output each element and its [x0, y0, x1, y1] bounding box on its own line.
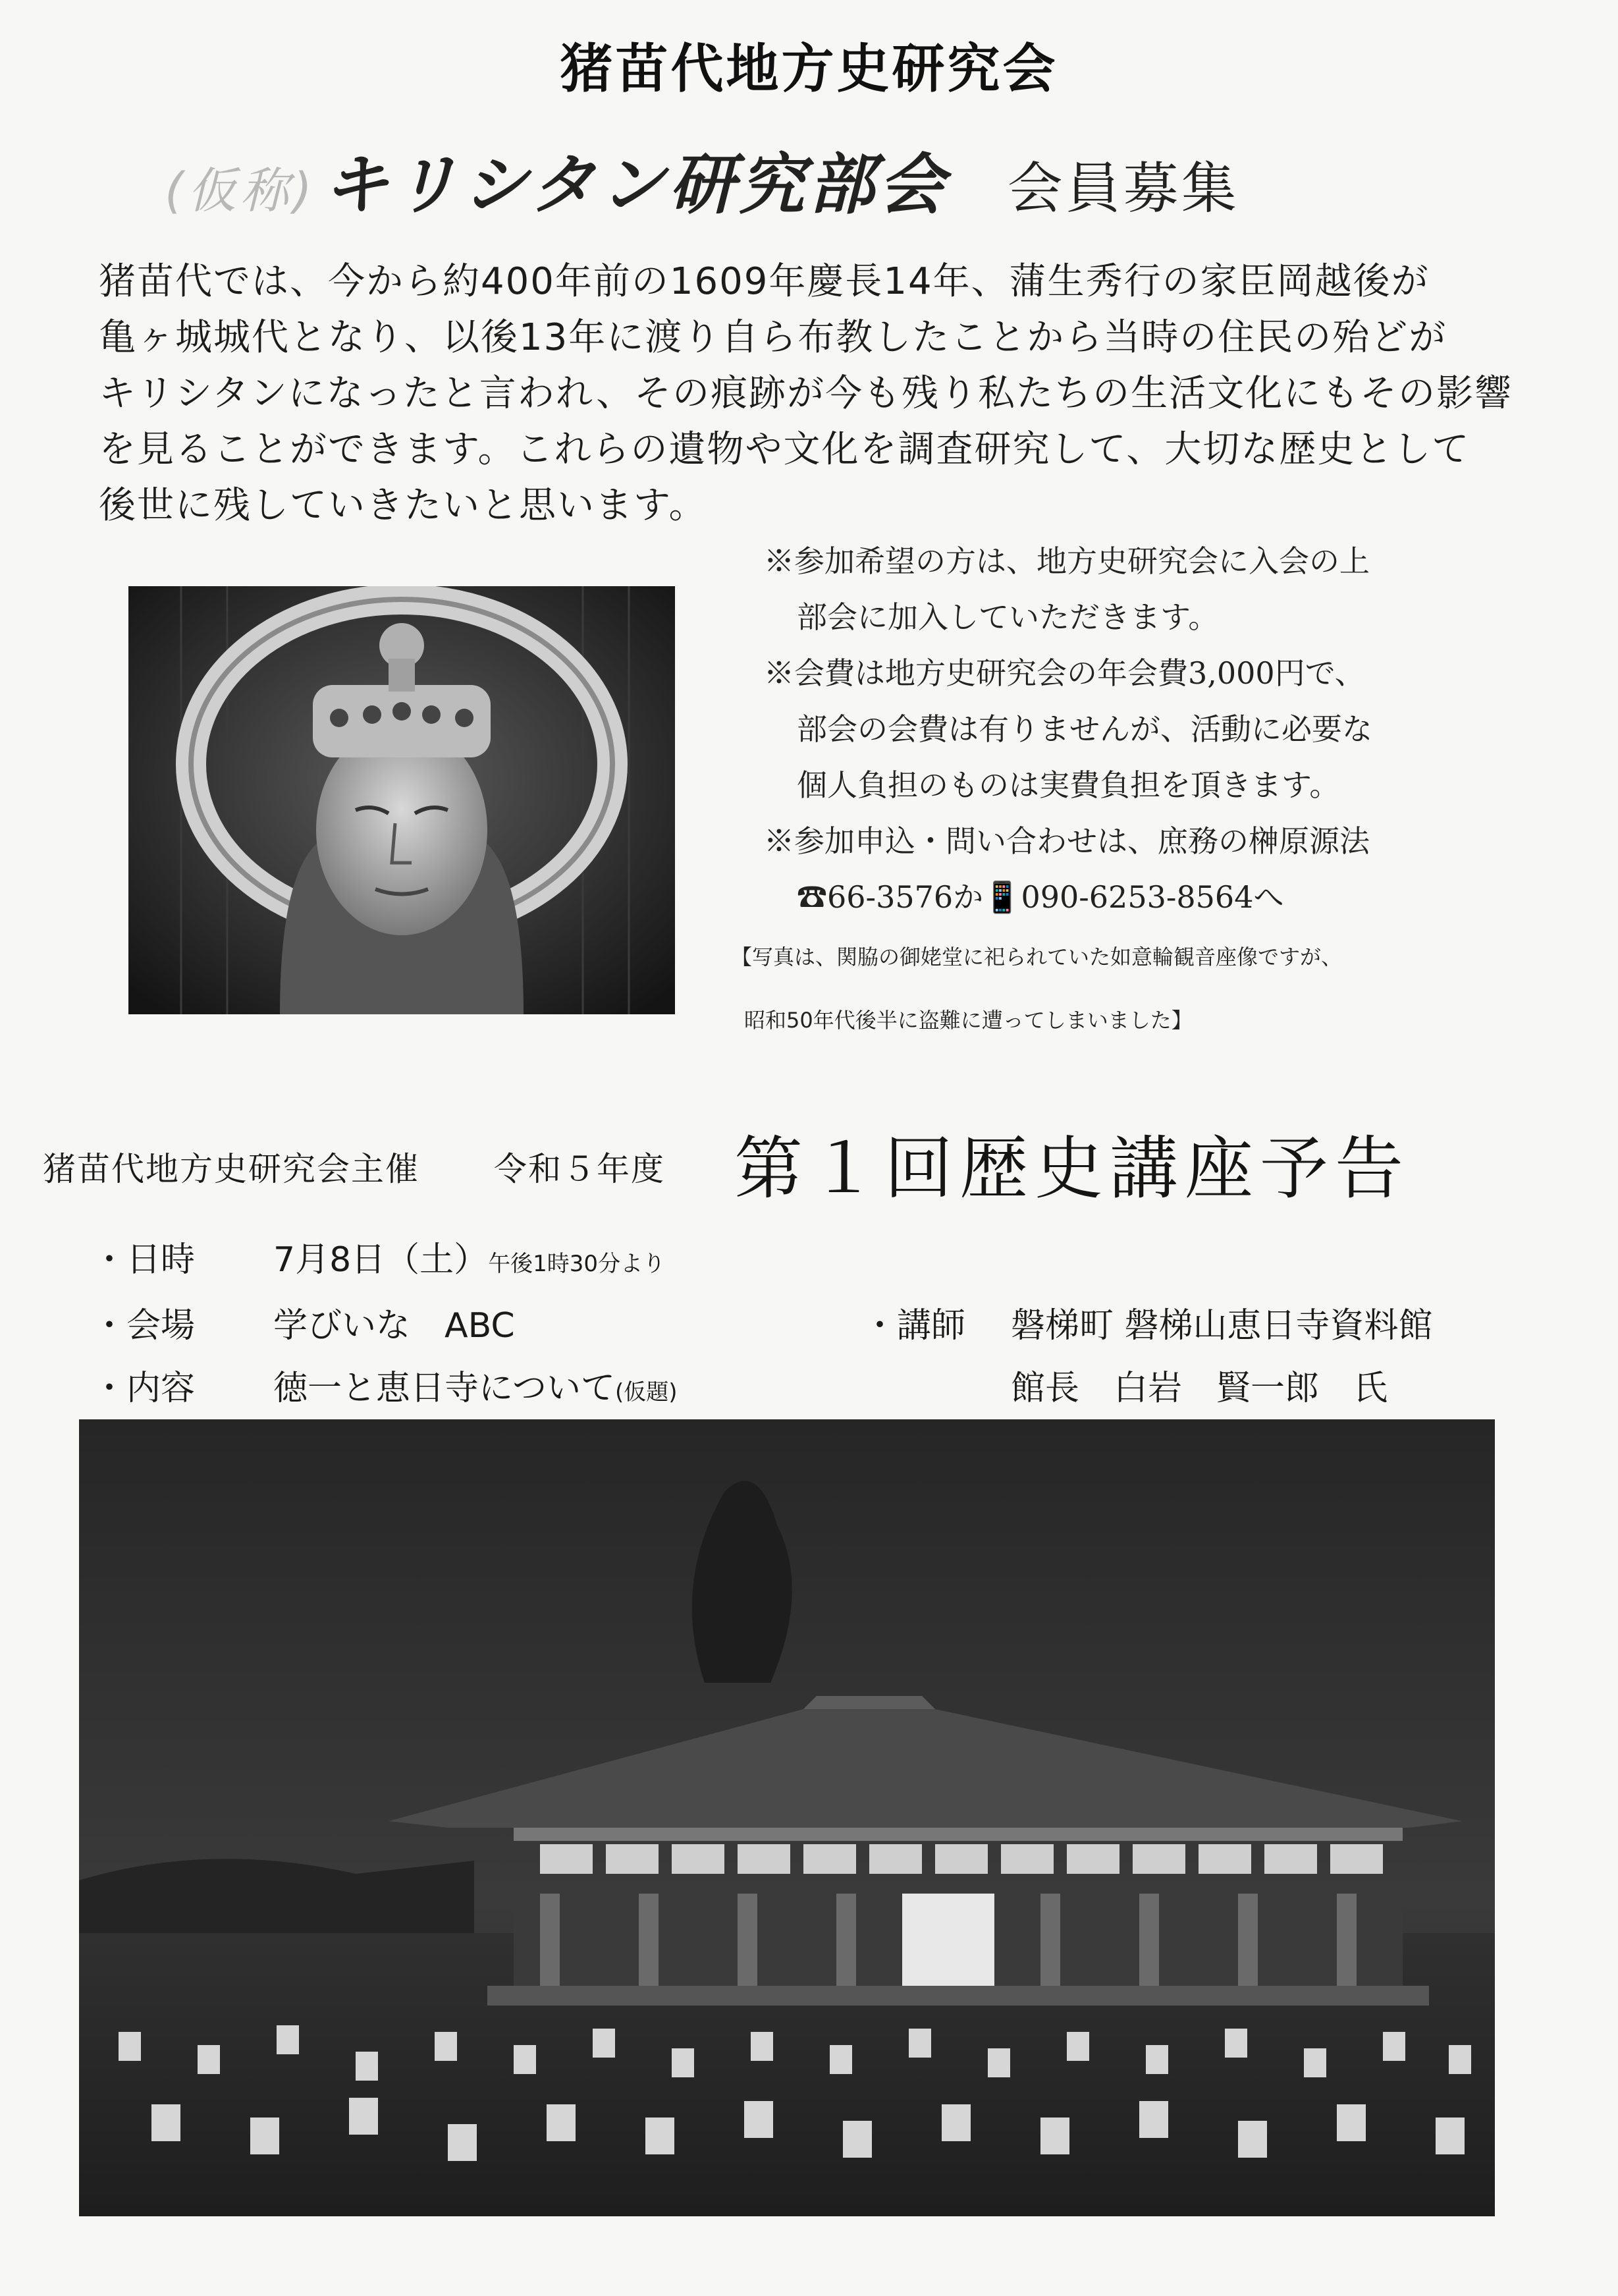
contact-line	[764, 869, 1541, 925]
venue-value: 学びいな ABC	[273, 1306, 515, 1346]
content-note: (仮題)	[614, 1379, 678, 1406]
caption-line: 【写真は、関脇の御姥堂に祀られていた如意輪観音座像ですが、	[731, 944, 1343, 970]
lecture-heading	[43, 1107, 1590, 1209]
note-line: 個人負担のものは実費負担を頂きます。	[797, 767, 1340, 803]
photo-caption	[731, 925, 1554, 1052]
lecturer-label: ・講師	[863, 1306, 966, 1346]
statue-photo	[128, 586, 675, 1014]
membership-notes	[764, 533, 1541, 925]
date-day: 7月8日（土）	[273, 1240, 489, 1280]
phone-separator: か	[953, 879, 984, 915]
intro-line: キリシタンになったと言われ、その痕跡が今も残り私たちの生活文化にもその影響	[99, 372, 1513, 415]
content-value	[273, 1360, 678, 1409]
note-line: ※参加希望の方は、地方史研究会に入会の上	[764, 543, 1370, 579]
note-line: 部会に加入していただきます。	[797, 599, 1219, 635]
caption-line: 昭和50年代後半に盗難に遭ってしまいました】	[744, 1008, 1193, 1033]
intro-line: 亀ヶ城城代となり、以後13年に渡り自ら布教したことから当時の住民の殆どが	[99, 316, 1447, 359]
section-heading	[165, 132, 1482, 223]
venue-label: ・会場	[92, 1306, 196, 1346]
section-name: キリシタン研究部会	[322, 146, 948, 223]
phone-number: 66-3576	[827, 879, 954, 915]
temple-photo	[79, 1419, 1495, 2216]
mobile-icon: 📱	[983, 879, 1021, 915]
note-line: ※参加申込・問い合わせは、庶務の榊原源法	[764, 823, 1370, 859]
phone-icon: ☎	[797, 879, 827, 915]
mobile-number: 090-6253-8564	[1021, 879, 1254, 915]
contact-end: へ	[1253, 879, 1284, 915]
intro-line: を見ることができます。これらの遺物や文化を調査研究して、大切な歴史として	[99, 428, 1470, 471]
content-label: ・内容	[92, 1369, 196, 1408]
recruit-label: 会員募集	[1007, 156, 1239, 221]
lecture-year: 令和５年度	[494, 1150, 665, 1188]
lecturer-org: 磐梯町 磐梯山恵日寺資料館	[1011, 1306, 1433, 1346]
date-value	[273, 1232, 665, 1281]
date-label: ・日時	[92, 1240, 196, 1280]
note-line: 部会の会費は有りませんが、活動に必要な	[797, 711, 1372, 747]
organization-title: 猪苗代地方史研究会	[560, 38, 1058, 99]
lecturer-name: 館長 白岩 賢一郎 氏	[1011, 1369, 1388, 1408]
intro-line: 後世に残していきたいと思います。	[99, 484, 707, 527]
note-line: ※会費は地方史研究会の年会費3,000円で、	[764, 655, 1365, 691]
content-title: 徳一と恵日寺について	[273, 1369, 615, 1408]
intro-paragraph	[99, 254, 1534, 533]
date-time: 午後1時30分より	[488, 1251, 666, 1277]
intro-line: 猪苗代では、今から約400年前の1609年慶長14年、蒲生秀行の家臣岡越後が	[99, 260, 1430, 303]
provisional-label: (仮称)	[165, 163, 316, 219]
lecture-title: 第１回歴史講座予告	[734, 1128, 1411, 1209]
lecture-host: 猪苗代地方史研究会主催	[43, 1150, 419, 1188]
